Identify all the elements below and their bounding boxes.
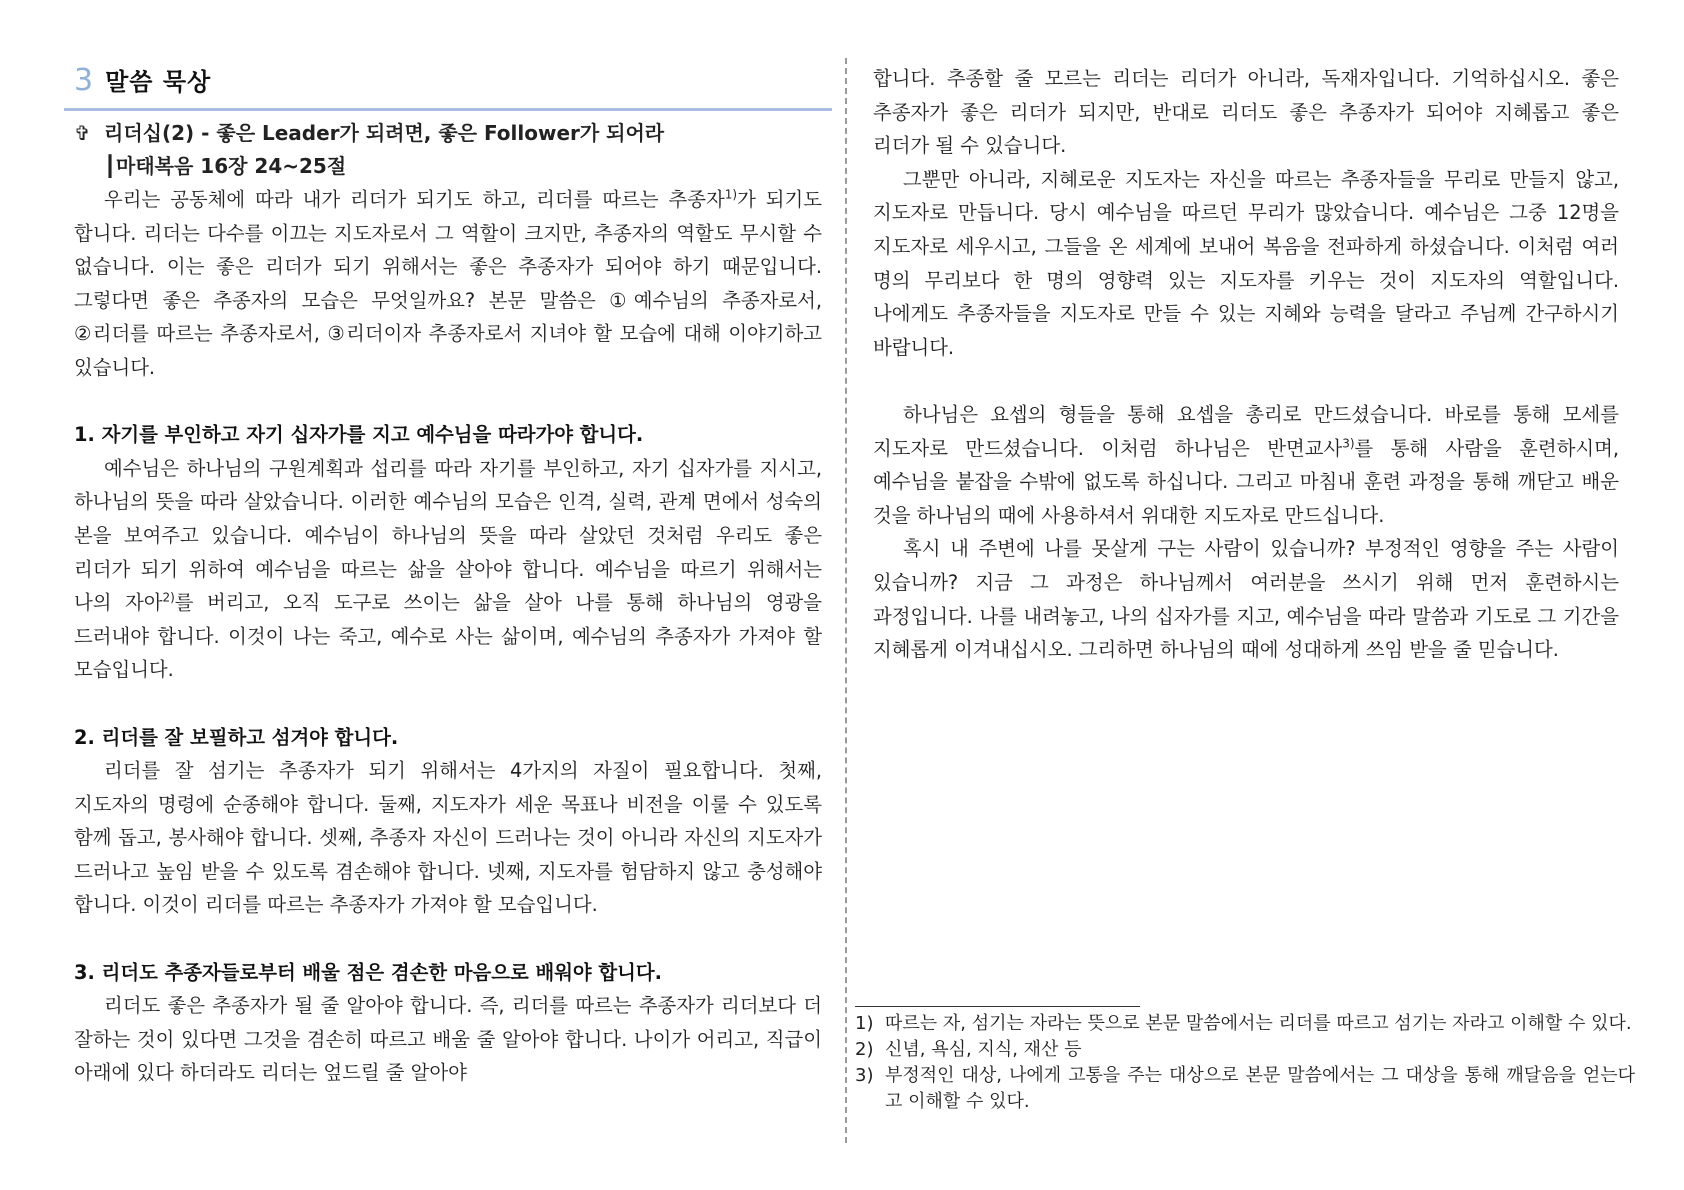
footnote-mark-3: 3) xyxy=(1342,436,1355,451)
intro-text-b: 가 되기도 합니다. 리더는 다수를 이끄는 지도자로서 그 역할이 크지만, 추종자의 역할도 무시할 수 없습니다. 이는 좋은 리더가 되기 위해서는 좋은 추종자가 되어야 하기 때문입니다. 그렇다면 좋은 추종자의 모습은 무엇일까요? 본문 말씀은 ①예수님의 추종자로서, ②리더를 따르는 추종자로서, ③리더이자 추종자로서 지녀야 할 모습에 대해 이야기하고 있습니다. xyxy=(74,188,822,379)
section-number: 3 xyxy=(74,63,94,98)
footnote-number: 3) xyxy=(855,1065,874,1086)
sermon-title-text: 리더십(2) - 좋은 Leader가 되려면, 좋은 Follower가 되어라 xyxy=(104,121,665,145)
point1-paragraph xyxy=(74,452,822,687)
right-paragraph-2: 그뿐만 아니라, 지혜로운 지도자는 자신을 따르는 추종자들을 무리로 만들지 않고, 지도자로 만듭니다. 당시 예수님을 따르던 무리가 많았습니다. 예수님은 그중 12명을 지도자로 세우시고, 그들을 온 세계에 보내어 복음을 전파하게 하셨습니다. 이처럼 여러 명의 무리보다 한 명의 영향력 있는 지도자를 키우는 것이 지도자의 역할입니다. 나에게도 추종자들을 지도자로 만들 수 있는 지혜와 능력을 달라고 주님께 간구하시기 바랍니다. xyxy=(873,167,1619,359)
footnote-item xyxy=(855,1011,1635,1037)
footnote-item xyxy=(855,1037,1635,1063)
point1-heading: 1. 자기를 부인하고 자기 십자가를 지고 예수님을 따라가야 합니다. xyxy=(74,423,644,447)
point1-text-b: 를 버리고, 오직 도구로 쓰이는 삶을 살아 나를 통해 하나님의 영광을 드러내야 합니다. 이것이 나는 죽고, 예수로 사는 삶이며, 예수님의 추종자가 가져야 할 모습입니다. xyxy=(74,591,823,682)
right-p3-text-a: 하나님은 요셉의 형들을 통해 요셉을 총리로 만드셨습니다. 바로를 통해 모세를 지도자로 만드셨습니다. 이처럼 하나님은 반면교사 xyxy=(873,402,1619,460)
section-title: 말씀 묵상 xyxy=(105,68,212,96)
footnote-mark-2: 2) xyxy=(162,590,175,605)
intro-text-a: 우리는 공동체에 따라 내가 리더가 되기도 하고, 리더를 따르는 추종자 xyxy=(104,188,725,211)
point1-text-a: 예수님은 하나님의 구원계획과 섭리를 따라 자기를 부인하고, 자기 십자가를 지시고, 하나님의 뜻을 따라 살았습니다. 이러한 예수님의 모습은 인격, 실력, 관계 면에서 성숙의 본을 보여주고 있습니다. 예수님이 하나님의 뜻을 따라 살았던 것처럼 우리도 좋은 리더가 되기 위하여 예수님을 따르는 삶을 살아야 합니다. 예수님을 따르기 위해서는 나의 자아 xyxy=(74,456,822,615)
intro-paragraph xyxy=(74,183,822,385)
right-paragraph-3 xyxy=(873,398,1619,532)
footnote-item xyxy=(855,1063,1635,1115)
cross-icon: ✞ xyxy=(74,121,91,145)
footnote-text: 신념, 욕심, 지식, 재산 등 xyxy=(885,1039,1082,1060)
column-divider xyxy=(845,58,847,1143)
sermon-title xyxy=(74,117,822,150)
right-p3-text-b: 를 통해 사람을 훈련하시며, 예수님을 붙잡을 수밖에 없도록 하십니다. 그리고 마침내 훈련 과정을 통해 깨닫고 배운 것을 하나님의 때에 사용하셔서 위대한 지도자로 만드십니다. xyxy=(873,436,1619,527)
point2-paragraph: 리더를 잘 섬기는 추종자가 되기 위해서는 4가지의 자질이 필요합니다. 첫째, 지도자의 명령에 순종해야 합니다. 둘째, 지도자가 세운 목표나 비전을 이룰 수 있도록 함께 돕고, 봉사해야 합니다. 셋째, 추종자 자신이 드러나는 것이 아니라 자신의 지도자가 드러나고 높임 받을 수 있도록 겸손해야 합니다. 넷째, 지도자를 험담하지 않고 충성해야 합니다. 이것이 리더를 따르는 추종자가 가져야 할 모습입니다. xyxy=(74,759,822,917)
footnote-number: 2) xyxy=(855,1039,874,1060)
point3-paragraph: 리더도 좋은 추종자가 될 줄 알아야 합니다. 즉, 리더를 따르는 추종자가 리더보다 더 잘하는 것이 있다면 그것을 겸손히 따르고 배울 줄 알아야 합니다. 나이가 어리고, 직급이 아래에 있다 하더라도 리더는 엎드릴 줄 알아야 xyxy=(74,994,822,1085)
footnote-rule xyxy=(855,1006,1140,1007)
footnote-text: 따르는 자, 섬기는 자라는 뜻으로 본문 말씀에서는 리더를 따르고 섬기는 자라고 이해할 수 있다. xyxy=(885,1013,1632,1034)
footnote-mark-1: 1) xyxy=(724,187,738,202)
point3-heading: 3. 리더도 추종자들로부터 배울 점은 겸손한 마음으로 배워야 합니다. xyxy=(74,960,662,984)
footnote-text: 부정적인 대상, 나에게 고통을 주는 대상으로 본문 말씀에서는 그 대상을 통해 깨달음을 얻는다고 이해할 수 있다. xyxy=(885,1065,1635,1112)
section-header xyxy=(74,62,822,102)
left-column xyxy=(74,62,822,1090)
footnotes xyxy=(855,1006,1635,1115)
point2-heading: 2. 리더를 잘 보필하고 섬겨야 합니다. xyxy=(74,725,399,749)
right-paragraph-4: 혹시 내 주변에 나를 못살게 구는 사람이 있습니까? 부정적인 영향을 주는 사람이 있습니까? 지금 그 과정은 하나님께서 여러분을 쓰시기 위해 먼저 훈련하시는 과정입니다. 나를 내려놓고, 나의 십자가를 지고, 예수님을 따라 말씀과 기도로 그 기간을 지혜롭게 이겨내십시오. 그리하면 하나님의 때에 성대하게 쓰임 받을 줄 믿습니다. xyxy=(873,537,1619,662)
continued-paragraph: 합니다. 추종할 줄 모르는 리더는 리더가 아니라, 독재자입니다. 기억하십시오. 좋은 추종자가 좋은 리더가 되지만, 반대로 리더도 좋은 추종자가 되어야 지혜롭고 좋은 리더가 될 수 있습니다. xyxy=(873,67,1619,158)
right-column xyxy=(873,62,1619,667)
section-rule xyxy=(64,108,832,111)
scripture-reference: ┃마태복음 16장 24~25절 xyxy=(104,154,347,178)
footnote-number: 1) xyxy=(855,1013,874,1034)
